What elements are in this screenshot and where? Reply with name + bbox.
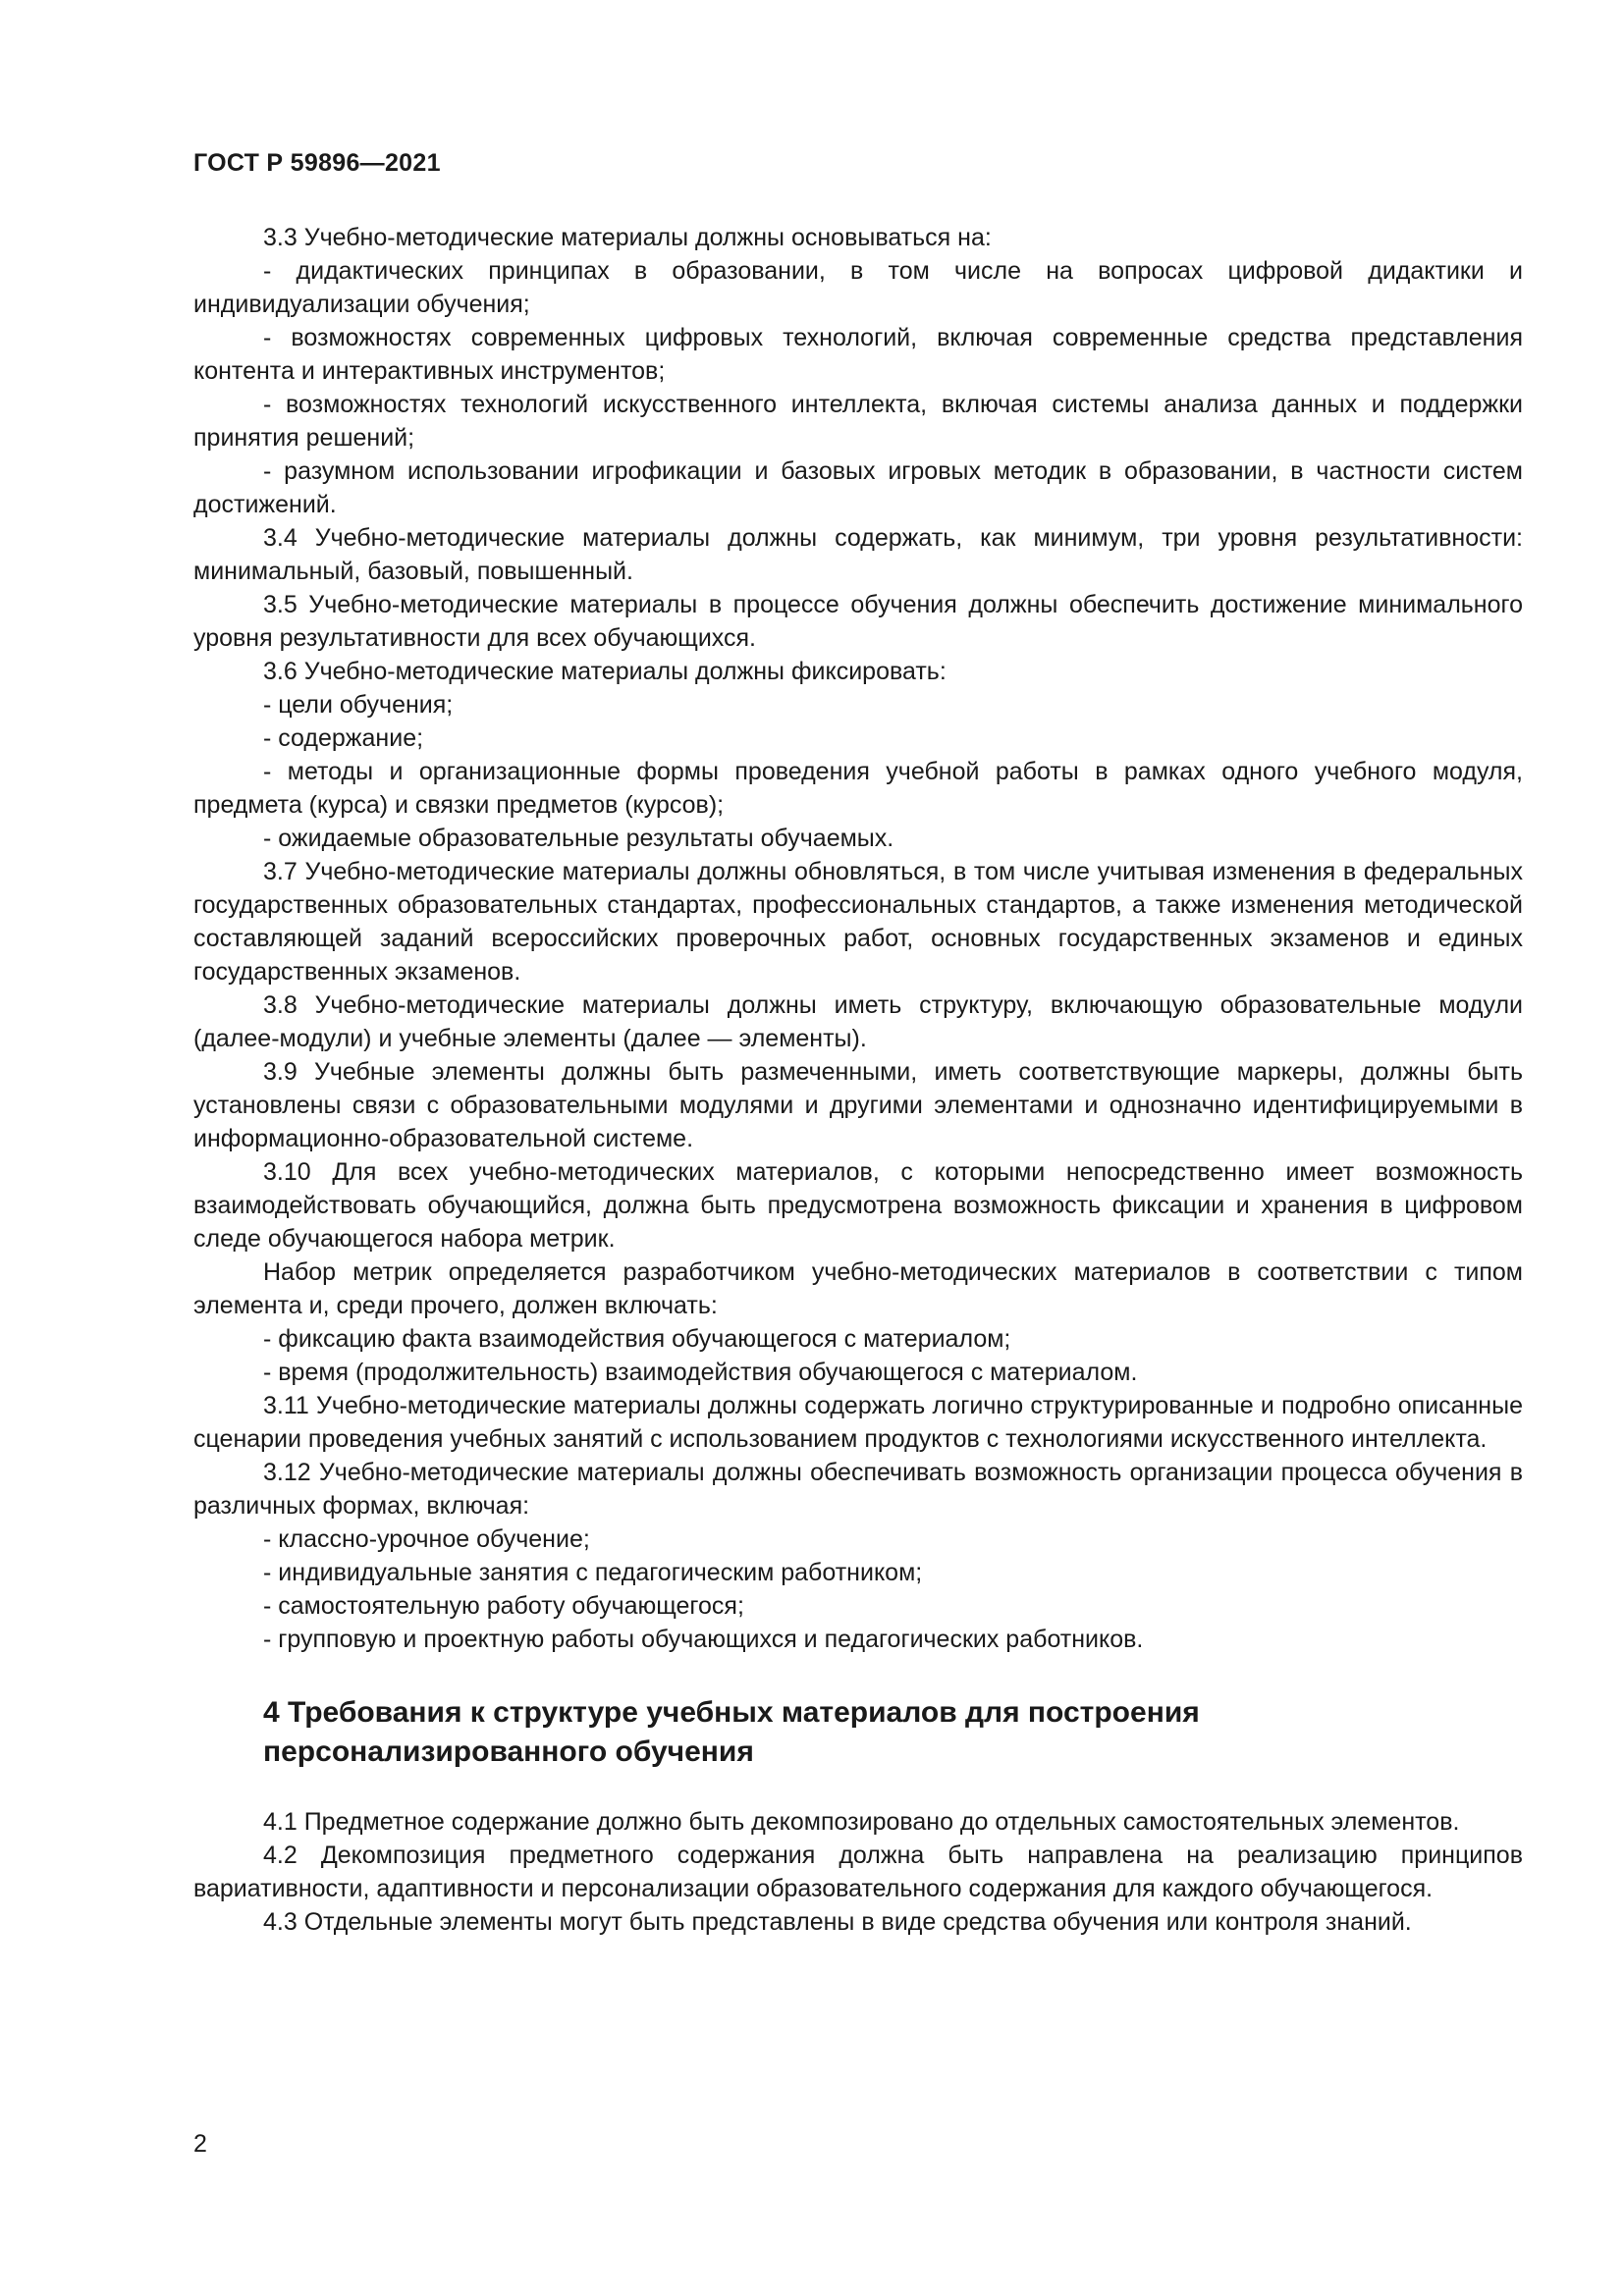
- list-item: - групповую и проектную работы обучающихся и педагогических работников.: [263, 1626, 1144, 1653]
- list-item: - возможностях технологий искусственного интеллекта, включая системы анализа данных и поддержки принятия решений;: [193, 391, 1523, 452]
- document-code-header: ГОСТ Р 59896—2021: [193, 149, 441, 177]
- list-item: - индивидуальные занятия с педагогическим работником;: [263, 1559, 923, 1586]
- paragraph-4-3: 4.3 Отдельные элементы могут быть представлены в виде средства обучения или контроля знаний.: [263, 1908, 1412, 1936]
- section-4-heading: 4 Требования к структуре учебных материалов для построения персонализированного обучения: [263, 1696, 1200, 1768]
- list-item: - разумном использовании игрофикации и базовых игровых методик в образовании, в частности систем достижений.: [193, 457, 1523, 518]
- paragraph-3-3: 3.3 Учебно-методические материалы должны основываться на:: [263, 224, 992, 251]
- list-item: - дидактических принципах в образовании, в том числе на вопросах цифровой дидактики и индивидуализации обучения;: [193, 257, 1523, 318]
- list-item: - самостоятельную работу обучающегося;: [263, 1592, 744, 1620]
- paragraph-3-9: 3.9 Учебные элементы должны быть размеченными, иметь соответствующие маркеры, должны быть установлены связи с образовательными модулями и другими элементами и однозначно идентифицируемыми в информационно-образовательной системе.: [193, 1058, 1523, 1152]
- paragraph-3-11: 3.11 Учебно-методические материалы должны содержать логично структурированные и подробно описанные сценарии проведения учебных занятий с использованием продуктов с технологиями искусственного интеллекта.: [193, 1392, 1523, 1453]
- paragraph-3-5: 3.5 Учебно-методические материалы в процессе обучения должны обеспечить достижение минимального уровня результативности для всех обучающихся.: [193, 591, 1523, 652]
- paragraph-3-12: 3.12 Учебно-методические материалы должны обеспечивать возможность организации процесса обучения в различных формах, включая:: [193, 1459, 1523, 1520]
- page-number: 2: [193, 2130, 207, 2158]
- paragraph-4-2: 4.2 Декомпозиция предметного содержания должна быть направлена на реализацию принципов вариативности, адаптивности и персонализации образовательного содержания для каждого обучающегося.: [193, 1842, 1523, 1902]
- list-item: - ожидаемые образовательные результаты обучаемых.: [263, 825, 894, 852]
- paragraph-3-7: 3.7 Учебно-методические материалы должны обновляться, в том числе учитывая изменения в федеральных государственных образовательных стандартах, профессиональных стандартов, а также изменения методической составляющей заданий всероссийских проверочных работ, основных государственных экзаменов и единых государственных экзаменов.: [193, 858, 1523, 986]
- list-item: - фиксацию факта взаимодействия обучающегося с материалом;: [263, 1325, 1011, 1353]
- paragraph-metrics: Набор метрик определяется разработчиком учебно-методических материалов в соответствии с типом элемента и, среди прочего, должен включать:: [193, 1258, 1523, 1319]
- list-item: - цели обучения;: [263, 691, 454, 719]
- paragraph-3-10: 3.10 Для всех учебно-методических материалов, с которыми непосредственно имеет возможность взаимодействовать обучающийся, должна быть предусмотрена возможность фиксации и хранения в цифровом следе обучающегося набора метрик.: [193, 1158, 1523, 1253]
- document-body: [193, 221, 1523, 1939]
- paragraph-4-1: 4.1 Предметное содержание должно быть декомпозировано до отдельных самостоятельных элементов.: [263, 1808, 1460, 1836]
- paragraph-3-6: 3.6 Учебно-методические материалы должны фиксировать:: [263, 658, 947, 685]
- paragraph-3-4: 3.4 Учебно-методические материалы должны содержать, как минимум, три уровня результативности: минимальный, базовый, повышенный.: [193, 524, 1523, 585]
- list-item: - классно-урочное обучение;: [263, 1525, 590, 1553]
- paragraph-3-8: 3.8 Учебно-методические материалы должны иметь структуру, включающую образовательные модули (далее-модули) и учебные элементы (далее — элементы).: [193, 991, 1523, 1052]
- list-item: - возможностях современных цифровых технологий, включая современные средства представления контента и интерактивных инструментов;: [193, 324, 1523, 385]
- list-item: - содержание;: [263, 724, 424, 752]
- list-item: - время (продолжительность) взаимодействия обучающегося с материалом.: [263, 1359, 1138, 1386]
- list-item: - методы и организационные формы проведения учебной работы в рамках одного учебного модуля, предмета (курса) и связки предметов (курсов);: [193, 758, 1523, 819]
